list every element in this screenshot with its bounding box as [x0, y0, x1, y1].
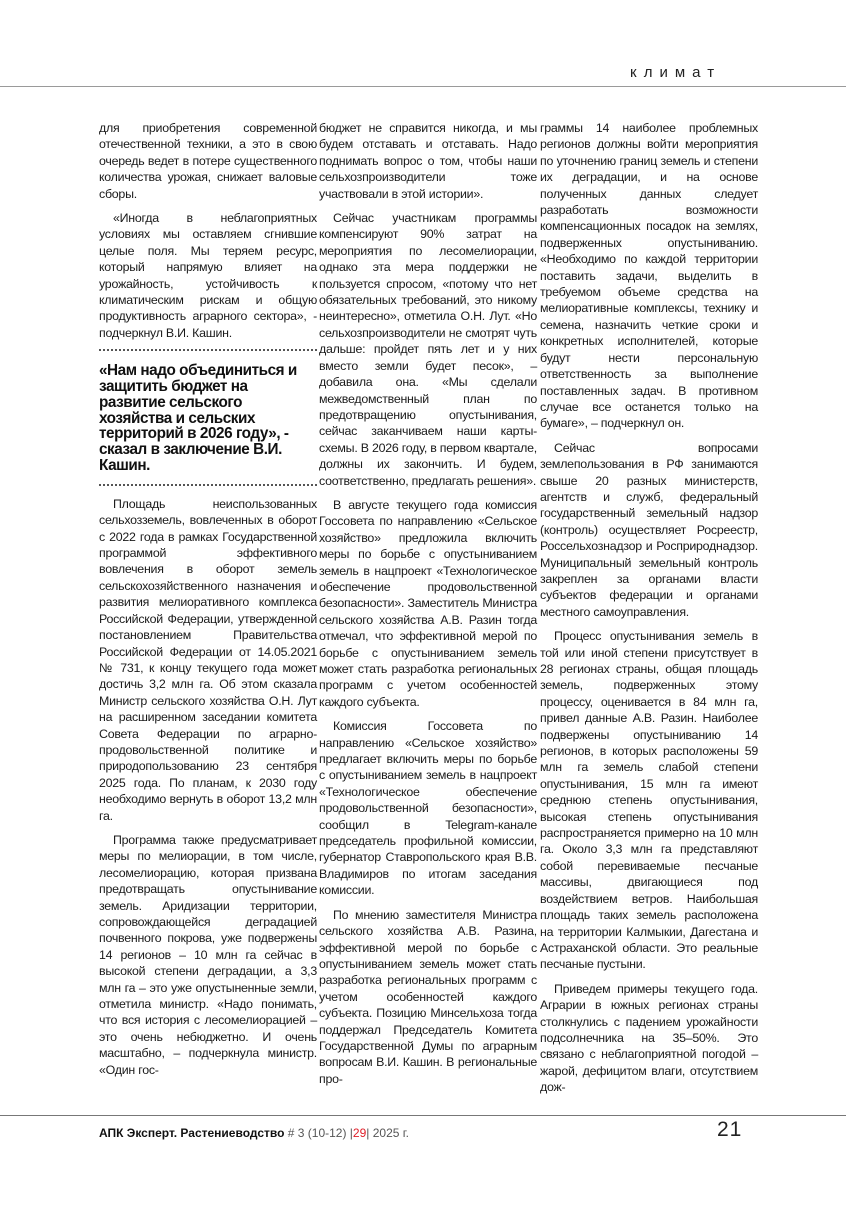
- paragraph: Сейчас вопросами землепользования в РФ занимаются свыше 20 разных министерств, агентств и служб, федеральный государственный земельный надзор (контроль) осуществляет Росреестр, Россельхознадзор и Росприроднадзор. Муниципальный земельный контроль закреплен за органами власти субъектов федерации и органами местного самоуправления.: [540, 440, 758, 619]
- issue-number: 29: [352, 1126, 367, 1140]
- page-number: 21: [717, 1118, 743, 1141]
- article-column-1: [99, 120, 317, 1086]
- paragraph: бюджет не справится никогда, и мы будем отставать и отставать. Надо поднимать вопрос о том, чтобы наши сельхозпроизводители тоже участвовали в этой истории».: [319, 121, 537, 201]
- paragraph: В августе текущего года комиссия Госсовета по направлению «Сельское хозяйство» предложила включить меры по борьбе с опустыниванием земель в нацпроект «Технологическое обеспечение продовольственной безопасности». Заместитель Министра сельского хозяйства А.В. Разин тогда отмечал, что эффективной мерой по борьбе с опустыниванием земель может стать разработка региональных программ с учетом особенностей каждого субъекта.: [319, 497, 537, 709]
- paragraph: Площадь неиспользованных сельхозземель, вовлеченных в оборот с 2022 года в рамках Государственной программой эффективного вовлечения в оборот земель сельскохозяйственного назначения и развития мелиоративного комплекса Российской Федерации, утвержденной постановлением Правительства Российской Федерации от 14.05.2021 № 731, к концу текущего года может достичь 3,2 млн га. Об этом сказала Министр сельского хозяйства О.Н. Лут на расширенном заседании комитета Совета Федерации по аграрно-продовольственной политике и природопользованию 23 сентября 2025 года. По планам, к 2030 году необходимо вернуть в оборот 13,2 млн га.: [99, 496, 317, 823]
- issue-info: # 3 (10-12) |: [284, 1126, 353, 1140]
- article-column-2: [319, 120, 537, 1095]
- header-rule: [0, 86, 846, 87]
- dotted-divider: [99, 349, 317, 353]
- pull-quote: «Нам надо объединиться и защитить бюджет на развитие сельского хозяйства и сельских территорий в 2026 году», - сказал в заключение В.И. Кашин.: [99, 362, 297, 475]
- pull-quote-box: [99, 349, 317, 488]
- footer-rule: [0, 1115, 846, 1116]
- article-column-3: [540, 120, 758, 1104]
- dotted-divider: [99, 484, 317, 488]
- section-label: климат: [630, 64, 722, 81]
- paragraph: Сейчас участникам программы компенсируют 90% затрат на мероприятия по лесомелиорации, однако эта мера поддержки не пользуется спросом, «потому что нет обязательных требований, это никому неинтересно», отметила О.Н. Лут. «Но сельхозпроизводители не смотрят чуть дальше: пройдет пять лет и у них вместо земли будет песок», – добавила она. «Мы сделали межведомственный план по предотвращению опустынивания, сейчас заканчиваем наши карты-схемы. В 2026 году, в первом квартале, должны их закончить. И будем, соответственно, предлагать решения».: [319, 211, 537, 488]
- paragraph: для приобретения современной отечественной техники, а это в свою очередь ведет в потере существенного количества урожая, снижает валовые сборы.: [99, 121, 317, 201]
- paragraph: граммы 14 наиболее проблемных регионов должны войти мероприятия по уточнению границ земель и степени их деградации, и на основе полученных данных следует разработать возможности компенсационных посадок на землях, подверженных опустыниванию. «Необходимо по каждой территории поставить задачи, выделить в требуемом объеме средства на мелиоративные комплексы, технику и семена, назначить четкие сроки и конкретных исполнителей, которые будут нести персональную ответственность за выполнение поставленных задач. В противном случае все останется только на бумаге», – подчеркнул он.: [540, 121, 758, 431]
- paragraph: По мнению заместителя Министра сельского хозяйства А.В. Разина, эффективной мерой по борьбе с опустыниванием земель может стать разработка региональных программ с учетом особенностей каждого субъекта. Позицию Минсельхоза тогда поддержал Председатель Комитета Государственной Думы по аграрным вопросам В.И. Кашин. В региональные про-: [319, 907, 537, 1086]
- issue-year: | 2025 г.: [366, 1126, 410, 1140]
- paragraph: Программа также предусматривает меры по мелиорации, в том числе, лесомелиорацию, которая призвана предотвращать опустынивание земель. Аридизации территории, сопровождающейся деградацией почвенного покрова, уже подвержены 14 регионов – 10 млн га сейчас в высокой степени деградации, а 3,3 млн га – это уже опустыненные земли, отметила министр. «Надо понимать, что вся история с лесомелиорацией – это очень небюджетно. И очень масштабно, – подчеркнула министр. «Один гос-: [99, 832, 317, 1077]
- paragraph: Приведем примеры текущего года. Аграрии в южных регионах страны столкнулись с падением урожайности подсолнечника на 35–50%. Это связано с неблагоприятной погодой – жарой, дефицитом влаги, отсутствием дож-: [540, 981, 758, 1095]
- footer-publication: [99, 1126, 409, 1140]
- paragraph: Процесс опустынивания земель в той или иной степени присутствует в 28 регионах страны, общая площадь земель, подверженных этому процессу, оценивается в 84 млн га, привел данные А.В. Разин. Наиболее подвержены опустыниванию 14 регионов, в которых расположены 59 млн га земель слабой степени опустынивания, 15 млн га имеют среднюю степень опустынивания, высокая степень опустынивания распространяется примерно на 10 млн га. Около 3,3 млн га представляют собой перевиваемые песчаные массивы, двигающиеся под воздействием ветров. Наибольшая площадь таких земель расположена на территории Калмыкии, Дагестана и Астраханской области. Это реальные песчаные пустыни.: [540, 629, 758, 972]
- publication-title: АПК Эксперт. Растениеводство: [99, 1126, 285, 1140]
- paragraph: Комиссия Госсовета по направлению «Сельское хозяйство» предлагает включить меры по борьбе с опустыниванием земель в нацпроект «Технологическое обеспечение продовольственной безопасности», сообщил в Telegram-канале председатель профильной комиссии, губернатор Ставропольского края В.В. Владимиров по итогам заседания комиссии.: [319, 719, 537, 898]
- paragraph: «Иногда в неблагоприятных условиях мы оставляем сгнившие целые поля. Мы теряем ресурс, который напрямую влияет на урожайность, устойчивость к климатическим рискам и общую продуктивность аграрного сектора», - подчеркнул В.И. Кашин.: [99, 211, 317, 340]
